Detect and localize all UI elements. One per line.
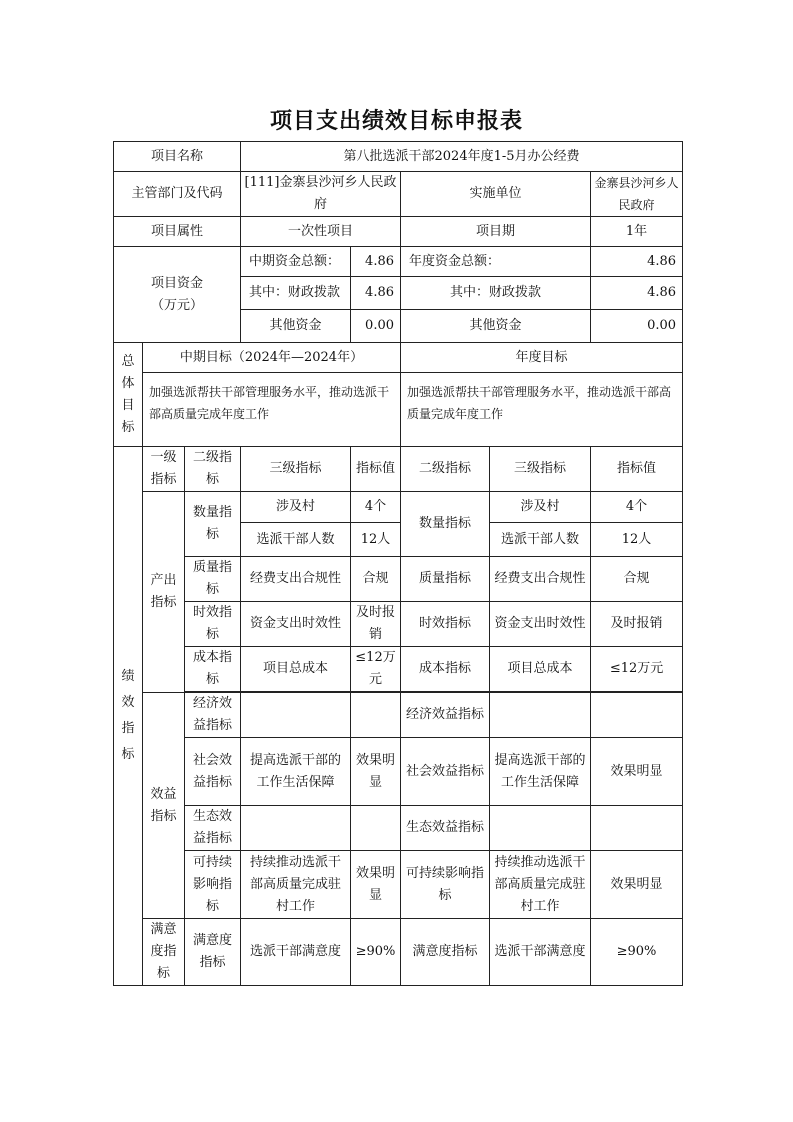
mid-total-value: 4.86 xyxy=(351,247,401,277)
soc-item: 提高选派干部的工作生活保障 xyxy=(241,738,351,806)
period-label: 项目期 xyxy=(401,217,591,247)
header-lvl3: 三级指标 xyxy=(241,447,351,492)
cost-item-b: 项目总成本 xyxy=(490,647,591,692)
header-lvl2b: 二级指标 xyxy=(401,447,490,492)
year-other-label: 其他资金 xyxy=(401,310,591,343)
qty-label-b: 数量指标 xyxy=(401,492,490,557)
sus-value-b: 效果明显 xyxy=(591,851,683,919)
eco-item xyxy=(241,806,351,851)
qual-value: 合规 xyxy=(351,557,401,602)
qual-value-b: 合规 xyxy=(591,557,683,602)
time-value-b: 及时报销 xyxy=(591,602,683,647)
eco-label-b: 生态效益指标 xyxy=(401,806,490,851)
header-lvl3b: 三级指标 xyxy=(490,447,591,492)
sat-item: 选派干部满意度 xyxy=(241,919,351,986)
qty-item-2: 选派干部人数 xyxy=(241,523,351,557)
header-valb: 指标值 xyxy=(591,447,683,492)
year-other-value: 0.00 xyxy=(591,310,683,343)
econ-value-b xyxy=(591,693,683,738)
cost-item: 项目总成本 xyxy=(241,647,351,692)
perf-label: 绩效指标 xyxy=(114,447,143,986)
satisfaction-label: 满意度指标 xyxy=(143,919,185,986)
qty-item-b2: 选派干部人数 xyxy=(490,523,591,557)
sus-item: 持续推动选派干部高质量完成驻村工作 xyxy=(241,851,351,919)
qual-label-b: 质量指标 xyxy=(401,557,490,602)
mid-total-label: 中期资金总额： xyxy=(241,247,351,277)
year-fiscal-value: 4.86 xyxy=(591,277,683,310)
qty-value-b1: 4个 xyxy=(591,492,683,523)
sus-label: 可持续影响指标 xyxy=(185,851,241,919)
mid-fiscal-label: 其中：财政拨款 xyxy=(241,277,351,310)
econ-item-b xyxy=(490,693,591,738)
qual-item-b: 经费支出合规性 xyxy=(490,557,591,602)
qty-value-2: 12人 xyxy=(351,523,401,557)
time-label-b: 时效指标 xyxy=(401,602,490,647)
mid-fiscal-value: 4.86 xyxy=(351,277,401,310)
mid-goal-text: 加强选派帮扶干部管理服务水平，推动选派干部高质量完成年度工作 xyxy=(143,373,401,447)
eco-value-b xyxy=(591,806,683,851)
qual-item: 经费支出合规性 xyxy=(241,557,351,602)
eco-label: 生态效益指标 xyxy=(185,806,241,851)
econ-label-b: 经济效益指标 xyxy=(401,693,490,738)
sat-value-b: ≥90% xyxy=(591,919,683,986)
sat-item-b: 选派干部满意度 xyxy=(490,919,591,986)
sat-label: 满意度指标 xyxy=(185,919,241,986)
sat-label-b: 满意度指标 xyxy=(401,919,490,986)
year-total-value: 4.86 xyxy=(591,247,683,277)
attr-value: 一次性项目 xyxy=(241,217,401,247)
cost-label: 成本指标 xyxy=(185,647,241,692)
project-name-value: 第八批选派干部2024年度1-5月办公经费 xyxy=(241,142,683,172)
econ-label: 经济效益指标 xyxy=(185,693,241,738)
qty-item-1: 涉及村 xyxy=(241,492,351,523)
qty-item-b1: 涉及村 xyxy=(490,492,591,523)
dept-label: 主管部门及代码 xyxy=(114,172,241,217)
period-value: 1年 xyxy=(591,217,683,247)
dept-value: [111]金寨县沙河乡人民政府 xyxy=(241,172,401,217)
header-lvl1: 一级指标 xyxy=(143,447,185,492)
mid-goal-header: 中期目标（2024年—2024年） xyxy=(143,343,401,373)
impl-label: 实施单位 xyxy=(401,172,591,217)
performance-table xyxy=(113,141,683,986)
time-value: 及时报销 xyxy=(351,602,401,647)
qty-value-1: 4个 xyxy=(351,492,401,523)
sus-item-b: 持续推动选派干部高质量完成驻村工作 xyxy=(490,851,591,919)
soc-label-b: 社会效益指标 xyxy=(401,738,490,806)
time-item: 资金支出时效性 xyxy=(241,602,351,647)
header-lvl2: 二级指标 xyxy=(185,447,241,492)
eco-value xyxy=(351,806,401,851)
soc-item-b: 提高选派干部的工作生活保障 xyxy=(490,738,591,806)
project-name-label: 项目名称 xyxy=(114,142,241,172)
time-item-b: 资金支出时效性 xyxy=(490,602,591,647)
funds-label: 项目资金（万元） xyxy=(114,247,241,343)
cost-value: ≤12万元 xyxy=(351,647,401,692)
overall-goal-label: 总体目标 xyxy=(114,343,143,447)
cost-label-b: 成本指标 xyxy=(401,647,490,692)
soc-value-b: 效果明显 xyxy=(591,738,683,806)
sat-value: ≥90% xyxy=(351,919,401,986)
econ-item xyxy=(241,693,351,738)
year-goal-text: 加强选派帮扶干部管理服务水平，推动选派干部高质量完成年度工作 xyxy=(401,373,683,447)
benefit-label: 效益指标 xyxy=(143,693,185,919)
econ-value xyxy=(351,693,401,738)
time-label: 时效指标 xyxy=(185,602,241,647)
mid-other-value: 0.00 xyxy=(351,310,401,343)
qty-label: 数量指标 xyxy=(185,492,241,557)
qual-label: 质量指标 xyxy=(185,557,241,602)
qty-value-b2: 12人 xyxy=(591,523,683,557)
attr-label: 项目属性 xyxy=(114,217,241,247)
header-val: 指标值 xyxy=(351,447,401,492)
sus-label-b: 可持续影响指标 xyxy=(401,851,490,919)
soc-value: 效果明显 xyxy=(351,738,401,806)
year-goal-header: 年度目标 xyxy=(401,343,683,373)
year-total-label: 年度资金总额： xyxy=(401,247,591,277)
mid-other-label: 其他资金 xyxy=(241,310,351,343)
soc-label: 社会效益指标 xyxy=(185,738,241,806)
year-fiscal-label: 其中：财政拨款 xyxy=(401,277,591,310)
output-label: 产出指标 xyxy=(143,492,185,693)
impl-value: 金寨县沙河乡人民政府 xyxy=(591,172,683,217)
page-title: 项目支出绩效目标申报表 xyxy=(269,109,523,134)
cost-value-b: ≤12万元 xyxy=(591,647,683,692)
sus-value: 效果明显 xyxy=(351,851,401,919)
eco-item-b xyxy=(490,806,591,851)
